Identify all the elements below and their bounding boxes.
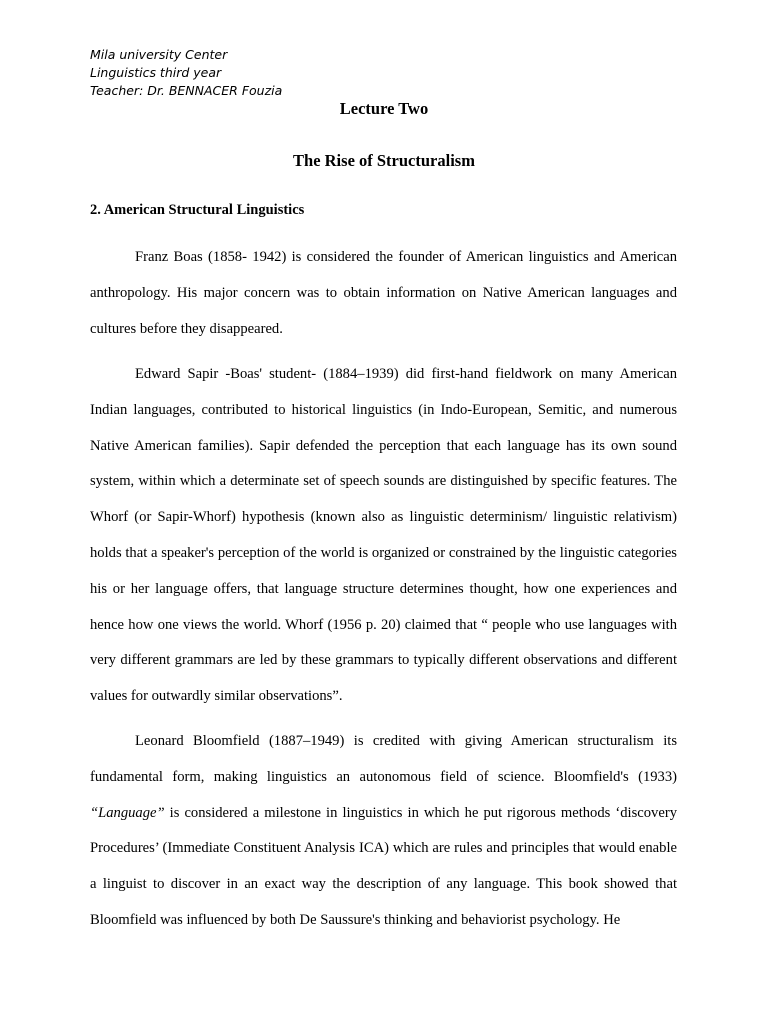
header-institution: Mila university Center [90,47,228,62]
document-header [90,46,282,100]
lecture-subtitle: The Rise of Structuralism [293,151,475,170]
book-title-language: “Language” [90,804,165,821]
paragraph-bloomfield-part2: is considered a milestone in linguistics in which he put rigorous methods ‘discovery Procedures’ (Immediate Constituent Analysis ICA) which are rules and principles that would enable a linguist to discover in an exact way the description of any language. This book showed that Bloomfield was influenced by both De Saussure's thinking and behaviorist psychology. He [90,804,677,928]
paragraph-bloomfield-part1: Leonard Bloomfield (1887–1949) is credited with giving American structuralism its fundamental form, making linguistics an autonomous field of science. Bloomfield's (1933) [90,733,677,785]
lecture-title: Lecture Two [339,99,429,118]
header-course: Linguistics third year [90,65,222,80]
section-heading: 2. American Structural Linguistics [90,202,305,218]
paragraph-bloomfield [90,724,677,939]
paragraph-sapir: Edward Sapir -Boas' student- (1884–1939) did first-hand fieldwork on many American Indian languages, contributed to historical linguistics (in Indo-European, Semitic, and numerous Native American families). Sapir defended the perception that each language has its own sound system, within which a determinate set of speech sounds are distinguished by specific features. The Whorf (or Sapir-Whorf) hypothesis (known also as linguistic determinism/ linguistic relativism) holds that a speaker's perception of the world is organized or constrained by the linguistic categories his or her language offers, that language structure determines thought, how one experiences and hence how one views the world. Whorf (1956 p. 20) claimed that “ people who use languages with very different grammars are led by these grammars to typically different observations and different values for outwardly similar observations”. [90,366,677,705]
header-teacher: Teacher: Dr. BENNACER Fouzia [90,83,283,98]
paragraph-boas: Franz Boas (1858- 1942) is considered the founder of American linguistics and American anthropology. His major concern was to obtain information on Native American languages and cultures before they disappeared. [90,249,677,337]
